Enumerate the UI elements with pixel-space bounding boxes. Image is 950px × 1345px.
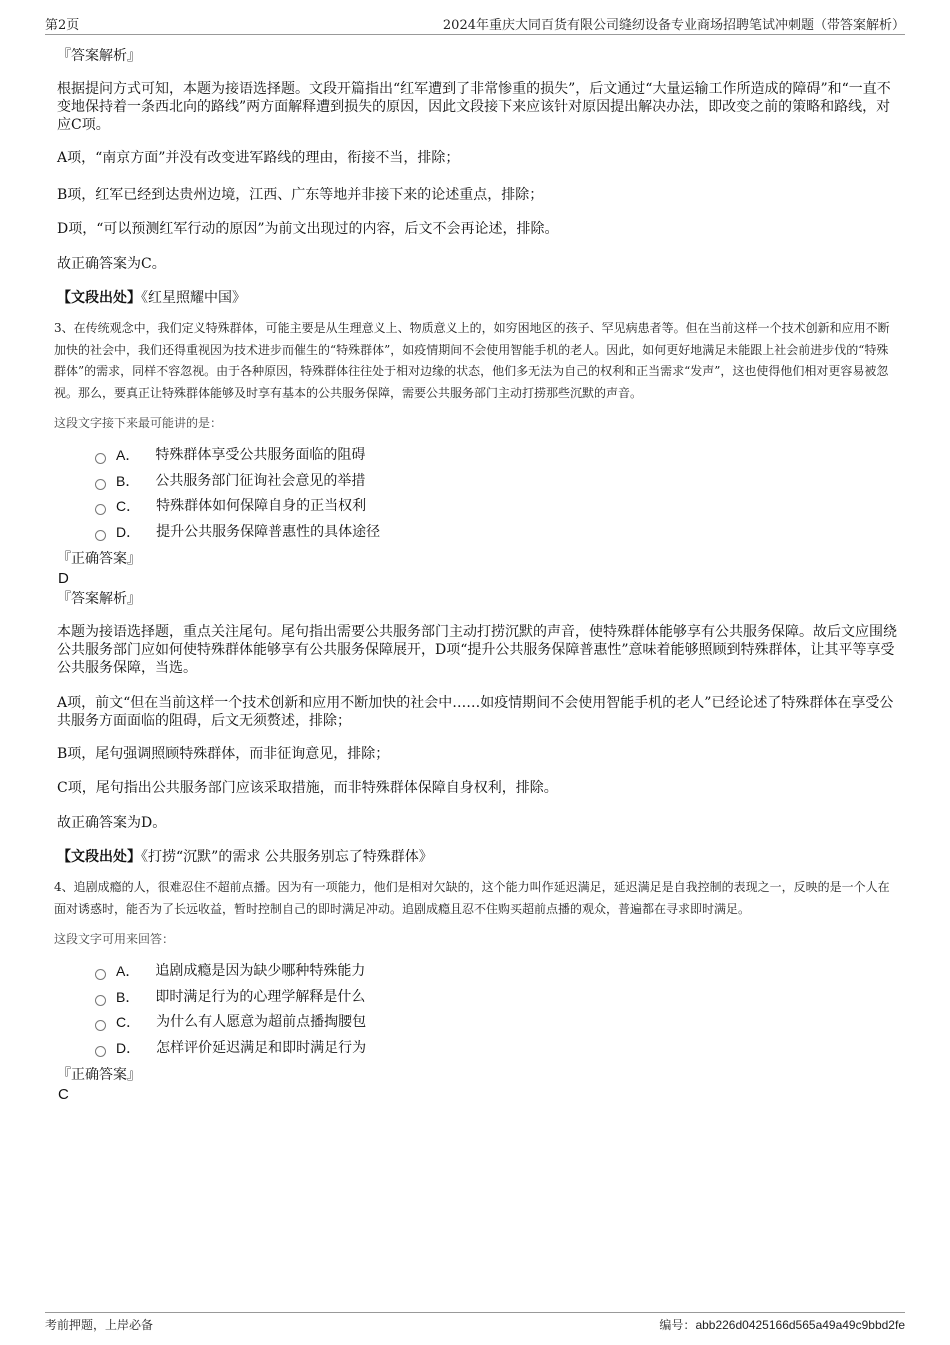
option-c[interactable]: [95, 1010, 897, 1036]
page-content: [54, 46, 897, 1105]
analysis-paragraph: A项，前文“但在当前这样一个技术创新和应用不断加快的社会中……如疫情期间不会使用智能手机的老人”已经论述了特殊群体在享受公共服务方面面临的阻碍，后文无须赘述，排除；: [57, 695, 894, 729]
option-text: 公共服务部门征询社会意见的举措: [155, 472, 366, 489]
radio-button[interactable]: [95, 1020, 106, 1031]
option-letter: C．: [116, 498, 141, 514]
option-d[interactable]: [95, 520, 897, 546]
analysis-paragraph: 本题为接语选择题，重点关注尾句。尾句指出需要公共服务部门主动打捞沉默的声音，使特殊群体能够享有公共服务保障。故后文应围绕公共服务部门应如何使特殊群体能够享有公共服务保障展开，D项“提升公共服务保障普惠性”意味着能够照顾到特殊群体，让其平等享受公共服务保障，当选。: [57, 624, 897, 676]
question-prompt: 这段文字可用来回答：: [54, 932, 175, 946]
analysis-paragraph: 故正确答案为C。: [57, 256, 166, 272]
analysis-paragraph: D项，“可以预测红军行动的原因”为前文出现过的内容，后文不会再论述，排除。: [57, 221, 559, 237]
page-footer: [45, 1312, 905, 1332]
option-b[interactable]: [95, 985, 897, 1011]
analysis-paragraph: B项，红军已经到达贵州边境，江西、广东等地并非接下来的论述重点，排除；: [57, 187, 544, 203]
source-label: 【文段出处】: [57, 849, 141, 865]
q2-analysis-block: [57, 46, 897, 308]
option-text: 即时满足行为的心理学解释是什么: [155, 988, 366, 1005]
option-text: 追剧成瘾是因为缺少哪种特殊能力: [155, 963, 366, 979]
code-value: abb226d0425166d565a49a49c9bbd2fe: [695, 1318, 905, 1332]
option-text: 为什么有人愿意为超前点播掏腰包: [156, 1014, 367, 1030]
option-text: 特殊群体如何保障自身的正当权利: [156, 498, 367, 514]
question-4: [54, 877, 897, 1105]
radio-button[interactable]: [95, 504, 106, 515]
correct-answer: C: [58, 1086, 69, 1103]
option-b[interactable]: [95, 469, 897, 495]
option-d[interactable]: [95, 1036, 897, 1062]
document-title: 2024年重庆大同百货有限公司缝纫设备专业商场招聘笔试冲刺题（带答案解析）: [442, 18, 905, 33]
radio-button[interactable]: [95, 479, 106, 490]
option-letter: D．: [116, 1039, 141, 1056]
option-text: 怎样评价延迟满足和即时满足行为: [156, 1039, 367, 1056]
analysis-label: 『答案解析』: [57, 48, 141, 64]
source-line: [57, 847, 897, 867]
code-label: 编号：: [659, 1318, 696, 1332]
option-letter: B．: [116, 988, 140, 1005]
question-prompt: 这段文字接下来最可能讲的是：: [54, 416, 223, 430]
footer-slogan: 考前押题，上岸必备: [45, 1318, 154, 1332]
analysis-paragraph: 根据提问方式可知，本题为接语选择题。文段开篇指出“红军遭到了非常惨重的损失”，后文通过“大量运输工作所造成的障碍”和“一直不变地保持着一条西北向的路线”两方面解释遭到损失的原因，因此文段接下来应该针对原因提出解决办法，即改变之前的策略和路线，对应C项。: [57, 81, 891, 133]
page-header: [45, 12, 905, 35]
page-number: 第2页: [45, 18, 80, 33]
option-text: 特殊群体享受公共服务面临的阻碍: [155, 447, 366, 463]
document-code: [659, 1316, 905, 1333]
source-title: 《打捞“沉默”的需求 公共服务别忘了特殊群体》: [141, 849, 433, 865]
option-letter: D．: [116, 523, 141, 540]
option-letter: A．: [116, 447, 140, 463]
answer-label: 『正确答案』: [57, 1067, 141, 1083]
question-text: 3、在传统观念中，我们定义特殊群体，可能主要是从生理意义上、物质意义上的，如穷困地区的孩子、罕见病患者等。但在当前这样一个技术创新和应用不断加快的社会中，我们还得重视因为技术进步而催生的“特殊群体”，如疫情期间不会使用智能手机的老人。因此，如何更好地满足未能跟上社会前进步伐的“特殊群体”的需求，同样不容忽视。由于各种原因，特殊群体往往处于相对边缘的状态，他们多无法为自己的权利和正当需求“发声”，这也使得他们相对更容易被忽视。那么，要真正让特殊群体能够及时享有基本的公共服务保障，需要公共服务部门主动打捞那些沉默的声音。: [54, 321, 890, 400]
option-a[interactable]: [95, 443, 897, 469]
analysis-paragraph: A项，“南京方面”并没有改变进军路线的理由，衔接不当，排除；: [57, 150, 460, 166]
question-text: 4、追剧成瘾的人，很难忍住不超前点播。因为有一项能力，他们是相对欠缺的，这个能力叫作延迟满足，延迟满足是自我控制的表现之一，反映的是一个人在面对诱惑时，能否为了长远收益，暂时控制自己的即时满足冲动。追剧成瘾且忍不住购买超前点播的观众，普遍都在寻求即时满足。: [54, 880, 890, 916]
option-letter: B．: [116, 472, 140, 489]
correct-answer: D: [58, 570, 69, 587]
source-line: [57, 288, 897, 308]
answer-label: 『正确答案』: [57, 551, 141, 567]
option-letter: C．: [116, 1014, 141, 1030]
radio-button[interactable]: [95, 453, 106, 464]
radio-button[interactable]: [95, 1046, 106, 1057]
radio-button[interactable]: [95, 995, 106, 1006]
option-list: [95, 959, 897, 1061]
analysis-label: 『答案解析』: [57, 591, 141, 607]
option-a[interactable]: [95, 959, 897, 985]
option-c[interactable]: [95, 494, 897, 520]
option-list: [95, 443, 897, 545]
source-title: 《红星照耀中国》: [141, 290, 246, 306]
option-text: 提升公共服务保障普惠性的具体途径: [156, 523, 381, 540]
radio-button[interactable]: [95, 969, 106, 980]
analysis-paragraph: B项，尾句强调照顾特殊群体，而非征询意见，排除；: [57, 746, 390, 762]
analysis-paragraph: 故正确答案为D。: [57, 815, 167, 831]
source-label: 【文段出处】: [57, 290, 141, 306]
question-3: [54, 318, 897, 867]
radio-button[interactable]: [95, 530, 106, 541]
option-letter: A．: [116, 963, 140, 979]
analysis-paragraph: C项，尾句指出公共服务部门应该采取措施，而非特殊群体保障自身权利，排除。: [57, 780, 558, 796]
